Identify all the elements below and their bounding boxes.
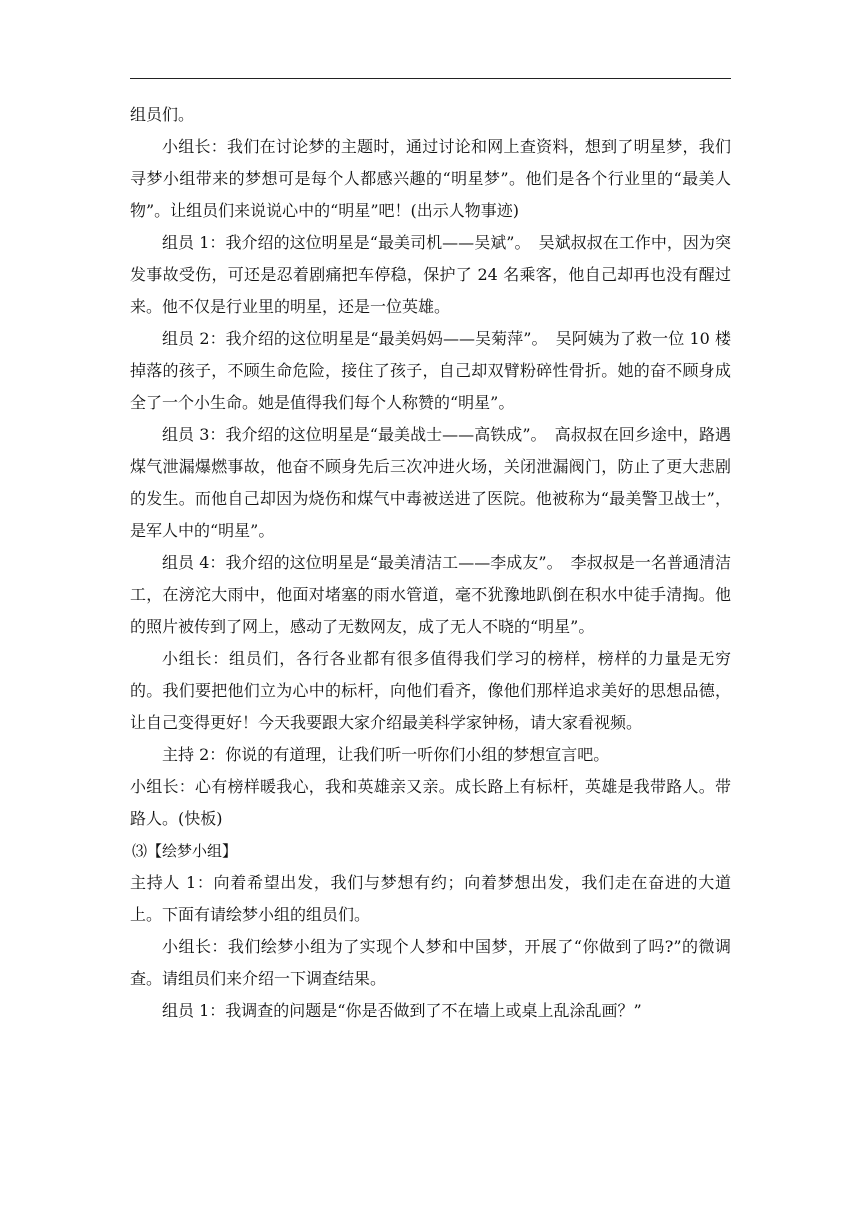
paragraph: 组员 1：我调查的问题是“你是否做到了不在墙上或桌上乱涂乱画？” xyxy=(162,1001,642,1020)
paragraph: 小组长：组员们，各行各业都有很多值得我们学习的榜样，榜样的力量是无穷的。我们要把他们立为心中的标杆，向他们看齐，像他们那样追求美好的思想品德，让自己变得更好！今天我要跟大家介绍最美科学家钟杨，请大家看视频。 xyxy=(130,649,731,732)
document-body xyxy=(130,99,731,1027)
paragraph: 主持 2：你说的有道理，让我们听一听你们小组的梦想宣言吧。 xyxy=(162,745,610,764)
paragraph: 组员 2：我介绍的这位明星是“最美妈妈——吴菊萍”。 吴阿姨为了救一位 10 楼掉落的孩子，不顾生命危险，接住了孩子，自己却双臂粉碎性骨折。她的奋不顾身成全了一个小生命。她是值得我们每个人称赞的“明星”。 xyxy=(130,329,731,412)
paragraph: 组员们。 xyxy=(130,105,195,124)
section-heading: ⑶【绘梦小组】 xyxy=(132,842,238,860)
paragraph: 组员 1：我介绍的这位明星是“最美司机——吴斌”。 吴斌叔叔在工作中，因为突发事故受伤，可还是忍着剧痛把车停稳，保护了 24 名乘客，他自己却再也没有醒过来。他不仅是行业里的明星，还是一位英雄。 xyxy=(130,233,731,316)
paragraph: 组员 3：我介绍的这位明星是“最美战士——高铁成”。 高叔叔在回乡途中，路遇煤气泄漏爆燃事故，他奋不顾身先后三次冲进火场，关闭泄漏阀门，防止了更大悲剧的发生。而他自己却因为烧伤和煤气中毒被送进了医院。他被称为“最美警卫战士”，是军人中的“明星”。 xyxy=(130,425,731,540)
header-rule xyxy=(130,78,731,79)
paragraph: 小组长：我们在讨论梦的主题时，通过讨论和网上查资料，想到了明星梦，我们寻梦小组带来的梦想可是每个人都感兴趣的“明星梦”。他们是各个行业里的“最美人物”。让组员们来说说心中的“明星”吧！(出示人物事迹) xyxy=(130,137,731,220)
paragraph: 主持人 1：向着希望出发，我们与梦想有约；向着梦想出发，我们走在奋进的大道上。下面有请绘梦小组的组员们。 xyxy=(130,873,731,924)
paragraph: 组员 4：我介绍的这位明星是“最美清洁工——李成友”。 李叔叔是一名普通清洁工，在滂沱大雨中，他面对堵塞的雨水管道，毫不犹豫地趴倒在积水中徒手清掏。他的照片被传到了网上，感动了无数网友，成了无人不晓的“明星”。 xyxy=(130,553,731,636)
paragraph: 小组长：我们绘梦小组为了实现个人梦和中国梦，开展了“你做到了吗?”的微调查。请组员们来介绍一下调查结果。 xyxy=(130,937,731,988)
paragraph: 小组长：心有榜样暖我心，我和英雄亲又亲。成长路上有标杆，英雄是我带路人。带路人。(快板) xyxy=(130,777,731,828)
